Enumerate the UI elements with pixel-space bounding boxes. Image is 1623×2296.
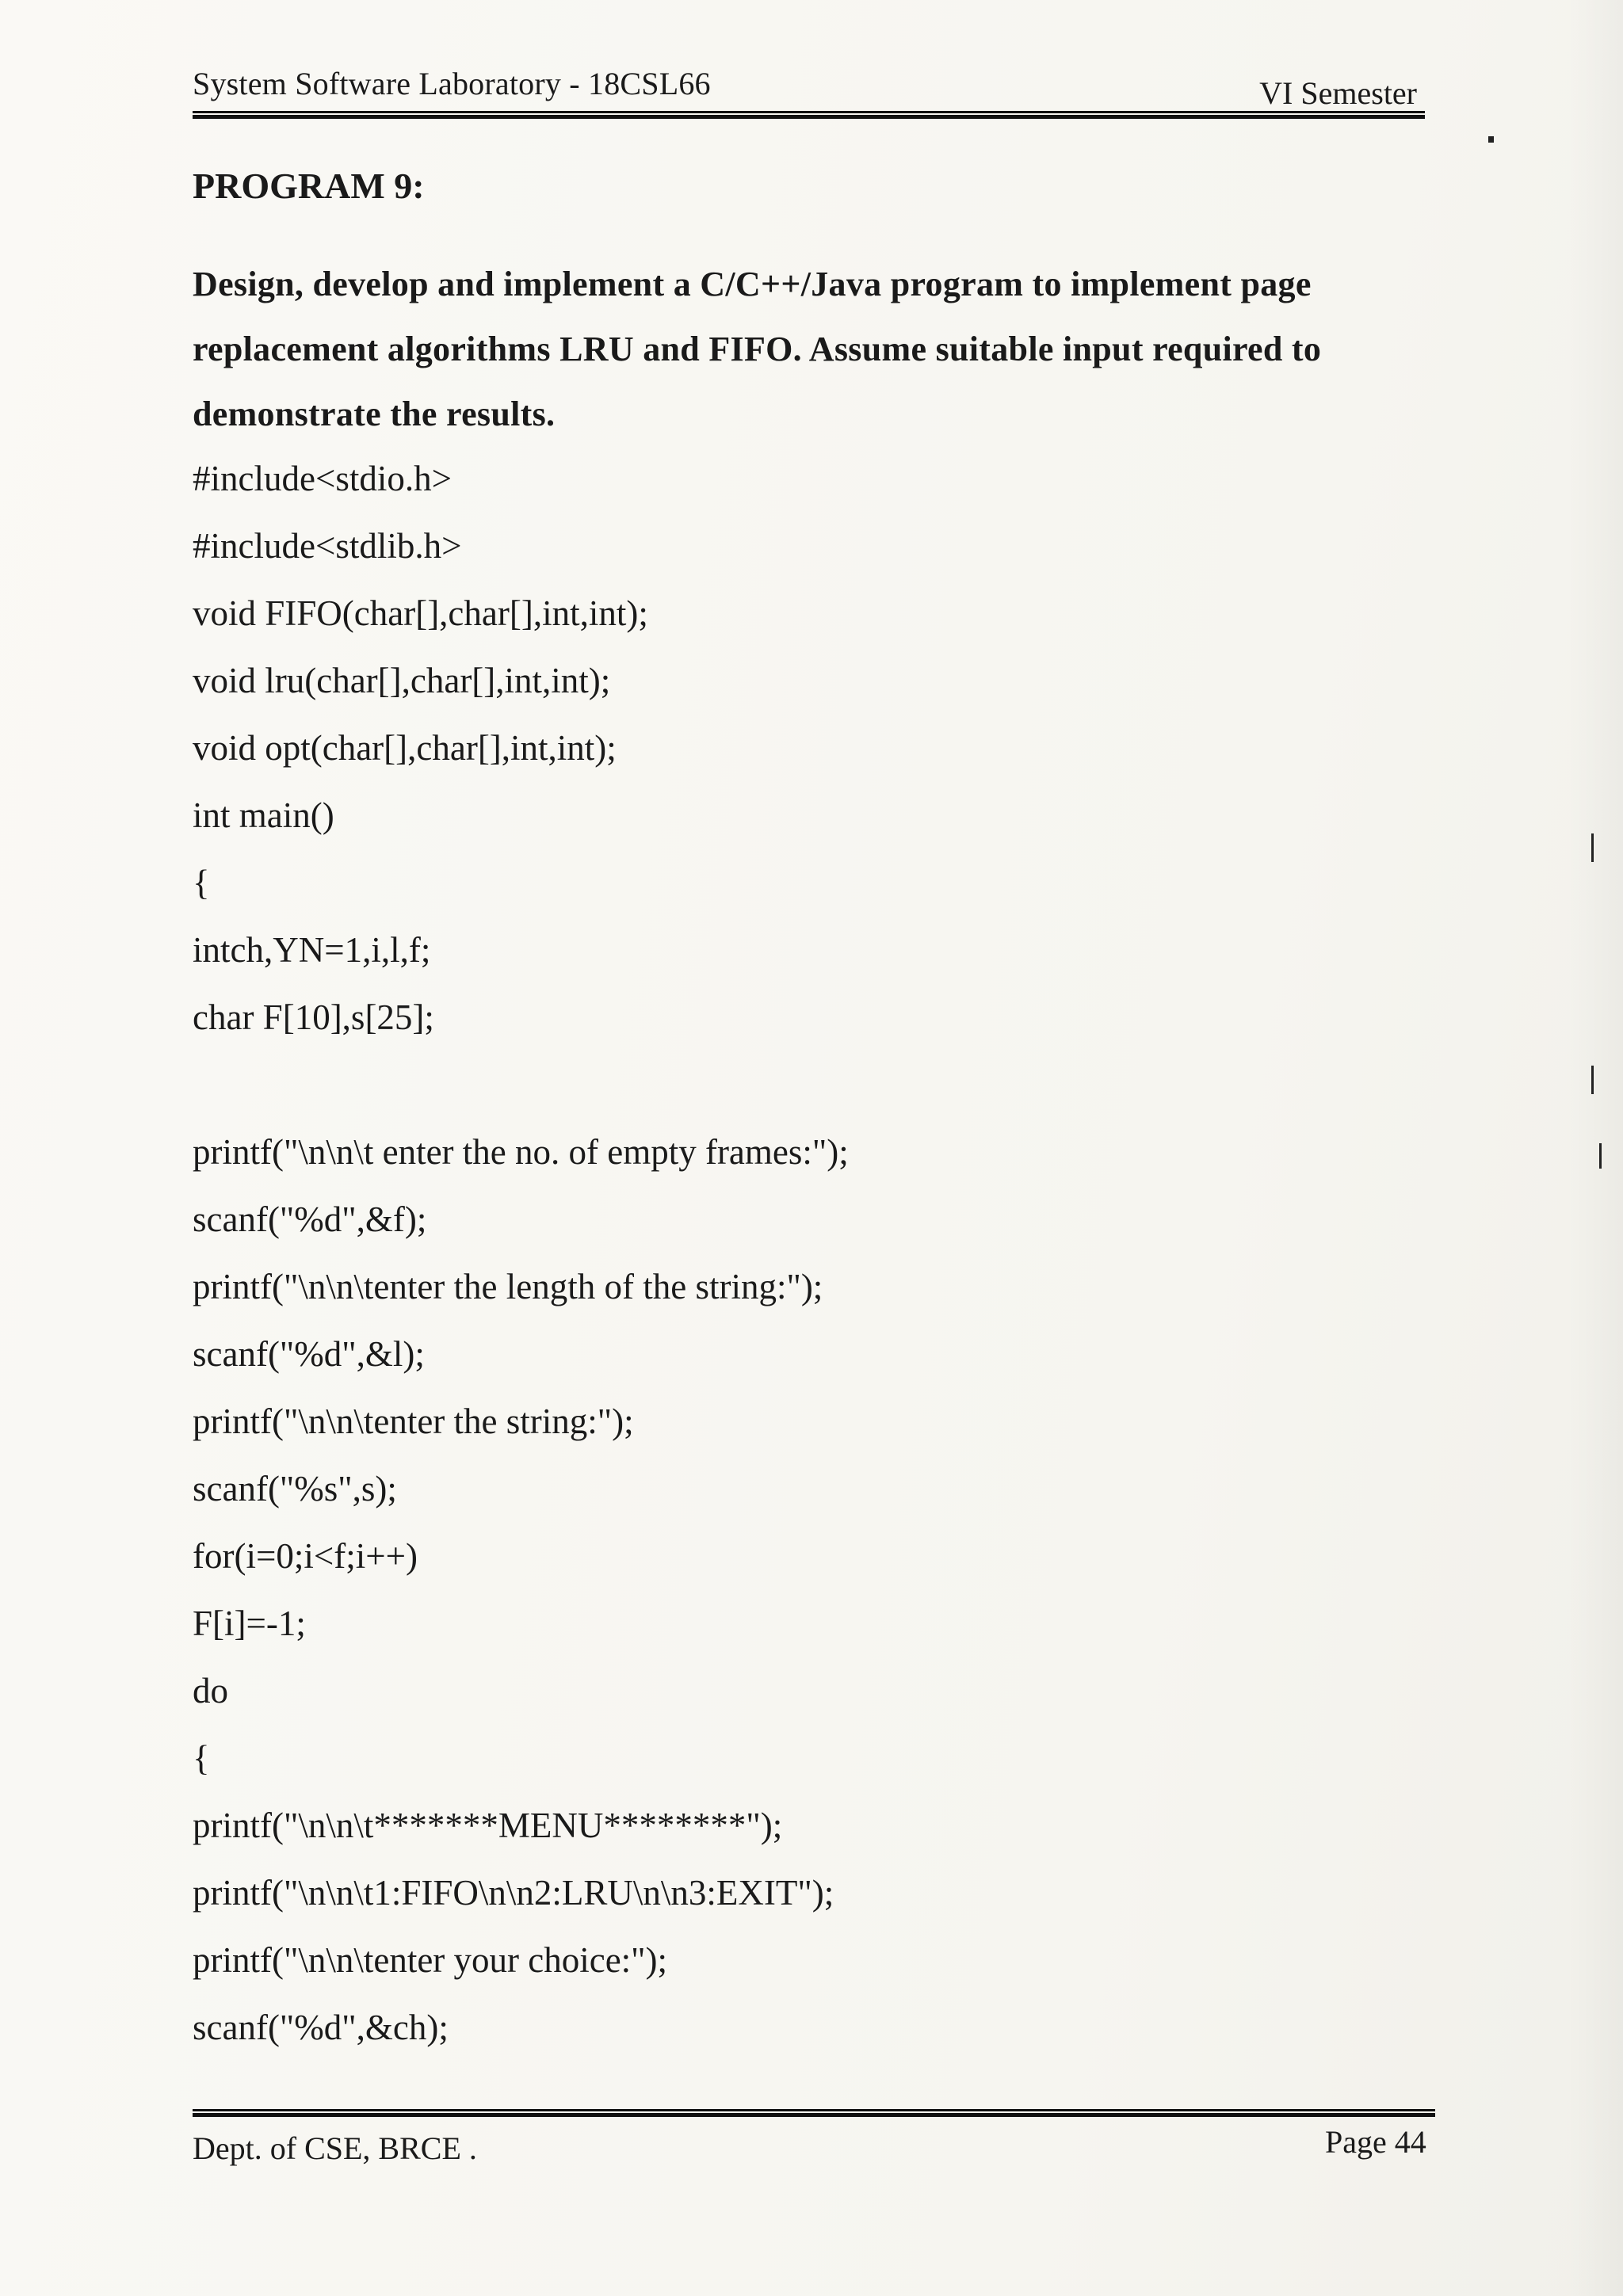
code-line: char F[10],s[25]; <box>193 997 434 1037</box>
code-line: for(i=0;i<f;i++) <box>193 1536 418 1576</box>
code-line: scanf("%d",&ch); <box>193 2008 449 2047</box>
footer-rule <box>193 2109 1435 2117</box>
code-line: scanf("%d",&f); <box>193 1199 427 1239</box>
program-heading: PROGRAM 9: <box>193 166 425 206</box>
code-line: int main() <box>193 795 334 835</box>
scan-mark <box>1591 833 1594 862</box>
code-line: scanf("%d",&l); <box>193 1334 425 1374</box>
code-line: void lru(char[],char[],int,int); <box>193 661 611 700</box>
code-line: F[i]=-1; <box>193 1604 306 1643</box>
header-semester: VI Semester <box>1259 75 1417 111</box>
code-line: do <box>193 1671 228 1711</box>
header-course-title: System Software Laboratory - 18CSL66 <box>193 66 711 101</box>
footer-page-number: Page 44 <box>1325 2124 1426 2160</box>
code-line: { <box>193 863 210 902</box>
footer-department: Dept. of CSE, BRCE . <box>193 2130 477 2166</box>
program-task-statement: Design, develop and implement a C/C++/Java program to implement page replacement algorithms LRU and FIFO. Assume suitable input required to demonstrate the results. <box>193 265 1322 433</box>
code-line <box>193 1051 849 1119</box>
scan-mark <box>1488 136 1494 143</box>
code-line: printf("\n\n\tenter the string:"); <box>193 1402 634 1441</box>
code-line: printf("\n\n\t1:FIFO\n\n2:LRU\n\n3:EXIT"); <box>193 1873 834 1913</box>
header-rule <box>193 111 1425 119</box>
code-line: printf("\n\n\t*******MENU********"); <box>193 1806 783 1845</box>
scan-mark <box>1599 1143 1602 1169</box>
code-line: printf("\n\n\tenter the length of the string:"); <box>193 1267 823 1306</box>
code-line: scanf("%s",s); <box>193 1469 397 1508</box>
page-edge-shadow <box>1568 0 1623 2296</box>
code-line: void opt(char[],char[],int,int); <box>193 728 617 768</box>
code-line: intch,YN=1,i,l,f; <box>193 930 431 970</box>
code-line: #include<stdlib.h> <box>193 526 462 566</box>
scan-mark <box>1591 1066 1594 1094</box>
code-line: printf("\n\n\t enter the no. of empty frames:"); <box>193 1132 849 1172</box>
code-line: void FIFO(char[],char[],int,int); <box>193 593 648 633</box>
page-header <box>193 65 1417 113</box>
code-line: #include<stdio.h> <box>193 459 452 498</box>
code-line: { <box>193 1738 210 1778</box>
code-listing <box>193 445 849 2061</box>
code-line: printf("\n\n\tenter your choice:"); <box>193 1940 668 1980</box>
